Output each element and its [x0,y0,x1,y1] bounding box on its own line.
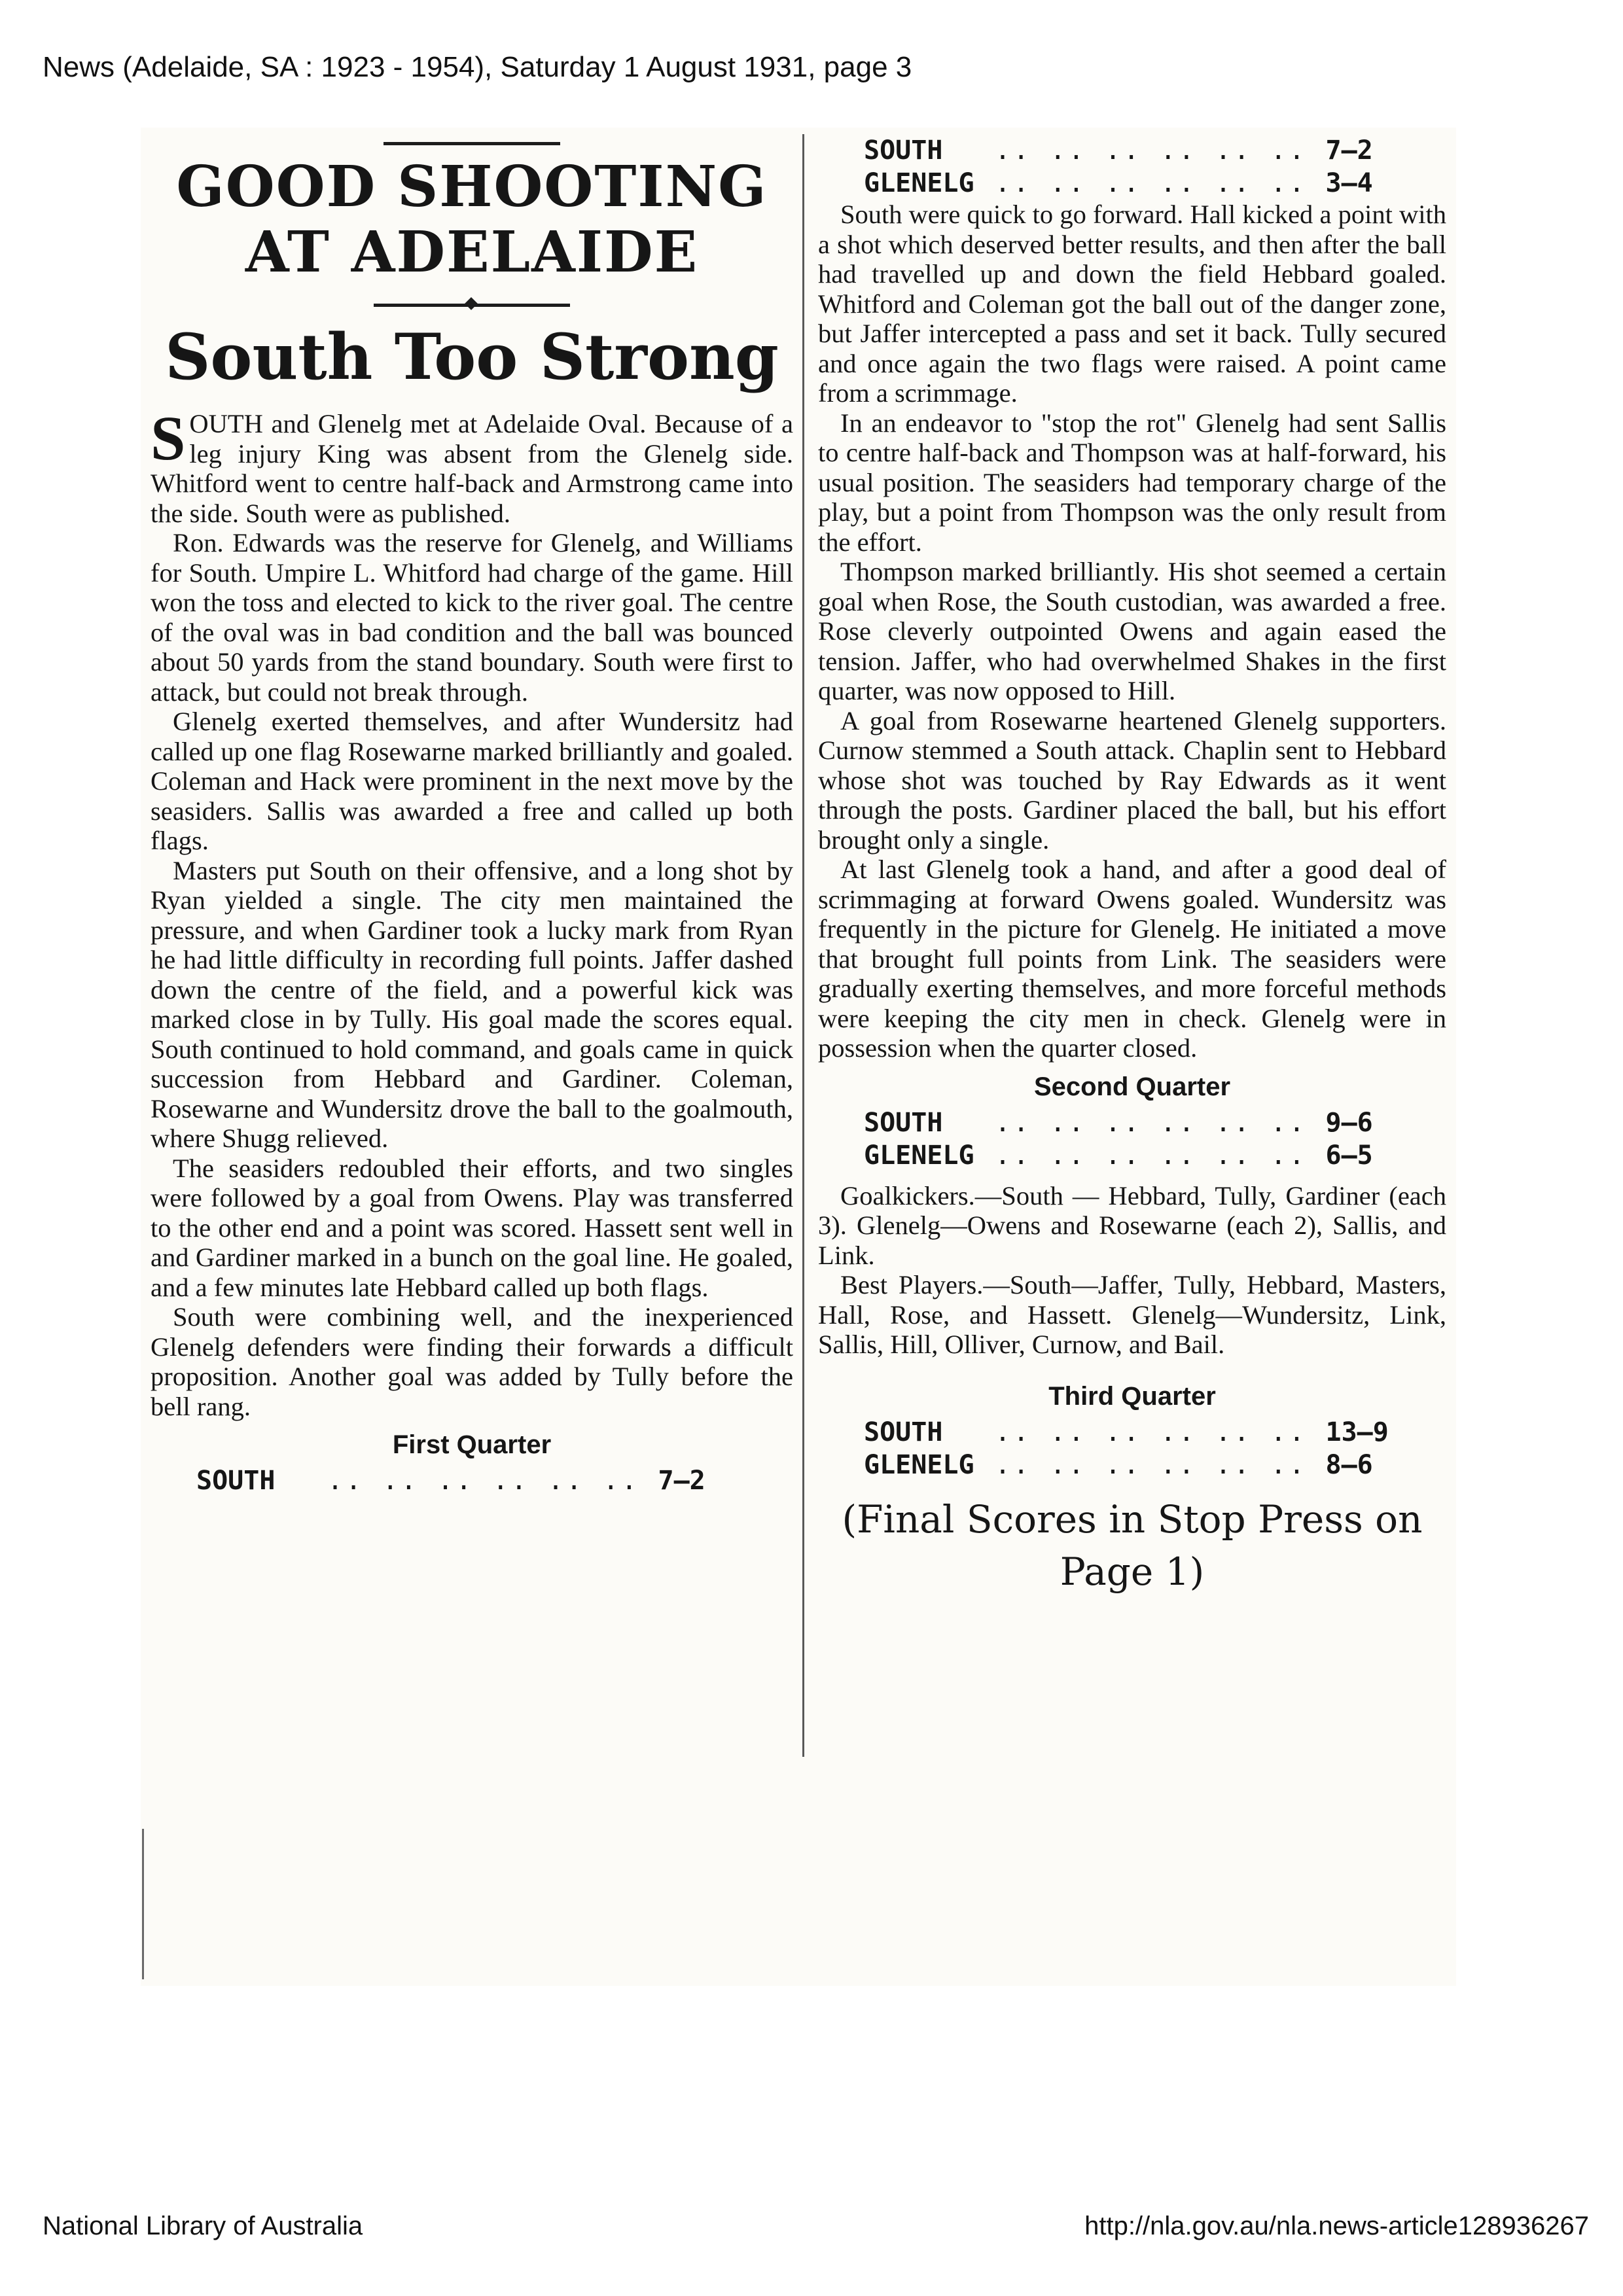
final-note-line-1: (Final Scores in Stop Press on [842,1496,1423,1542]
score-value: 6—5 [1325,1140,1373,1171]
paragraph: South were combining well, and the inexperienced Glenelg defenders were finding their forwards a difficult proposition. Another goal was added by Tully before the bell rang. [151,1302,793,1421]
paragraph: Glenelg exerted themselves, and after Wundersitz had called up one flag Rosewarne marked brilliantly and goaled. Coleman and Hack were prominent in the next move by the seasiders. Sallis was awarded a free and called up both flags. [151,707,793,855]
third-quarter-glenelg-row: GLENELG .. .. .. .. .. .. 8—6 [864,1449,1373,1480]
third-quarter-title: Third Quarter [1048,1381,1216,1411]
newspaper-clipping [141,128,1456,1986]
column-divider [802,134,804,1757]
footer-library-name: National Library of Australia [43,2212,363,2240]
page-header: News (Adelaide, SA : 1923 - 1954), Saturday 1 August 1931, page 3 [43,51,912,83]
score-value: 3—4 [1325,168,1373,198]
first-quarter-glenelg-row: GLENELG .. .. .. .. .. .. 3—4 [864,168,1373,198]
paragraph: In an endeavor to "stop the rot" Glenelg had sent Sallis to centre half-back and Thompson was at half-forward, his usual position. The seasiders had temporary charge of the play, but a point from Thompson was the only result from the effort. [818,408,1446,557]
score-value: 7—2 [658,1466,705,1496]
paragraph: The seasiders redoubled their efforts, and two singles were followed by a goal from Owens. Play was transferred to the other end and a point was scored. Hassett sent well in and Gardiner marked in a bunch on the goal line. He goaled, and a few minutes late Hebbard called up both flags. [151,1153,793,1302]
paragraph: Ron. Edwards was the reserve for Glenelg, and Williams for South. Umpire L. Whitford had charge of the game. Hill won the toss and elected to kick to the river goal. The centre of the oval was in bad condition and the ball was bounced about 50 yards from the stand boundary. South were first to attack, but could not break through. [151,528,793,707]
final-scores-note [818,1493,1446,1598]
team-name: SOUTH [864,135,943,166]
final-note-line-2: Page 1) [1060,1549,1205,1594]
headline-line-1: GOOD SHOOTING [176,154,768,220]
score-value: 9—6 [1325,1107,1373,1138]
paragraph: Masters put South on their offensive, and a long shot by Ryan yielded a single. The city men maintained the pressure, and when Gardiner took a lucky mark from Ryan he had little difficulty in recording full points. Jaffer dashed down the centre of the field, and a powerful kick was marked close in by Tully. His goal made the scores equal. South continued to hold command, and goals came in quick succession from Hebbard and Gardiner. Coleman, Rosewarne and Wundersitz drove the ball to the goalmouth, where Shugg relieved. [151,855,793,1153]
article-body-right [818,200,1446,1063]
team-name: GLENELG [864,1140,974,1171]
first-quarter-title: First Quarter [392,1430,552,1459]
paragraph: A goal from Rosewarne heartened Glenelg supporters. Curnow stemmed a South attack. Chaplin sent to Hebbard whose shot was touched by Ray Edwards as it went through the posts. Gardiner placed the ball, but his effort brought only a single. [818,705,1446,855]
second-quarter-south-row: SOUTH .. .. .. .. .. .. 9—6 [864,1107,1373,1138]
article-body-left [151,403,793,1421]
score-value: 13—9 [1325,1417,1389,1447]
third-quarter-south-row: SOUTH .. .. .. .. .. .. 13—9 [864,1417,1389,1447]
left-column [151,128,793,1986]
second-quarter-glenelg-row: GLENELG .. .. .. .. .. .. 6—5 [864,1140,1373,1171]
second-quarter-title: Second Quarter [1033,1072,1231,1101]
goalkickers-paragraph: Goalkickers.—South — Hebbard, Tully, Gardiner (each 3). Glenelg—Owens and Rosewarne (each 2), Sallis, and Link. [818,1180,1446,1270]
first-quarter-south-row-continued: SOUTH .. .. .. .. .. .. 7—2 [864,135,1373,166]
team-name: GLENELG [864,1449,974,1480]
paragraph: SOUTH and Glenelg met at Adelaide Oval. Because of a leg injury King was absent from the Glenelg side. Whitford went to centre half-back and Armstrong came into the side. South were as published. [151,403,793,528]
paragraph: South were quick to go forward. Hall kicked a point with a shot which deserved better results, and then after the ball had travelled up and down the field Hebbard goaled. Whitford and Coleman got the ball out of the danger zone, but Jaffer intercepted a pass and set it back. Tully secured and once again the two flags were raised. A point came from a scrimmage. [818,200,1446,408]
top-rule [383,142,560,145]
team-name: SOUTH [196,1466,276,1496]
team-name: GLENELG [864,168,974,198]
drop-cap: S [151,403,186,473]
team-name: SOUTH [864,1417,943,1447]
left-margin-rule [142,1829,144,1979]
first-quarter-south-row: SOUTH .. .. .. .. .. .. 7—2 [196,1466,705,1496]
headline-line-2: AT ADELAIDE [245,219,699,285]
paragraph: Thompson marked brilliantly. His shot seemed a certain goal when Rose, the South custodian, was awarded a free. Rose cleverly outpointed Owens and again eased the tension. Jaffer, who had overwhelmed Shakes in the first quarter, was now opposed to Hill. [818,557,1446,705]
footer-article-url[interactable]: http://nla.gov.au/nla.news-article128936267 [1084,2212,1589,2240]
subheadline: South Too Strong [165,320,779,394]
article-notes [818,1181,1446,1360]
paragraph: At last Glenelg took a hand, and after a good deal of scrimmaging at forward Owens goaled. Wundersitz was frequently in the picture for Glenelg. He initiated a move that brought full points from Link. The seasiders were gradually exerting themselves, and more forceful methods were keeping the city men in check. Glenelg were in possession when the quarter closed. [818,855,1446,1063]
right-column [818,128,1446,1986]
best-players-paragraph: Best Players.—South—Jaffer, Tully, Hebbard, Masters, Hall, Rose, and Hassett. Glenelg—Wundersitz, Link, Sallis, Hill, Olliver, Curnow, and Bail. [818,1270,1446,1359]
team-name: SOUTH [864,1107,943,1138]
score-value: 8—6 [1325,1449,1373,1480]
score-value: 7—2 [1325,135,1373,166]
ornament-rule [374,304,570,307]
